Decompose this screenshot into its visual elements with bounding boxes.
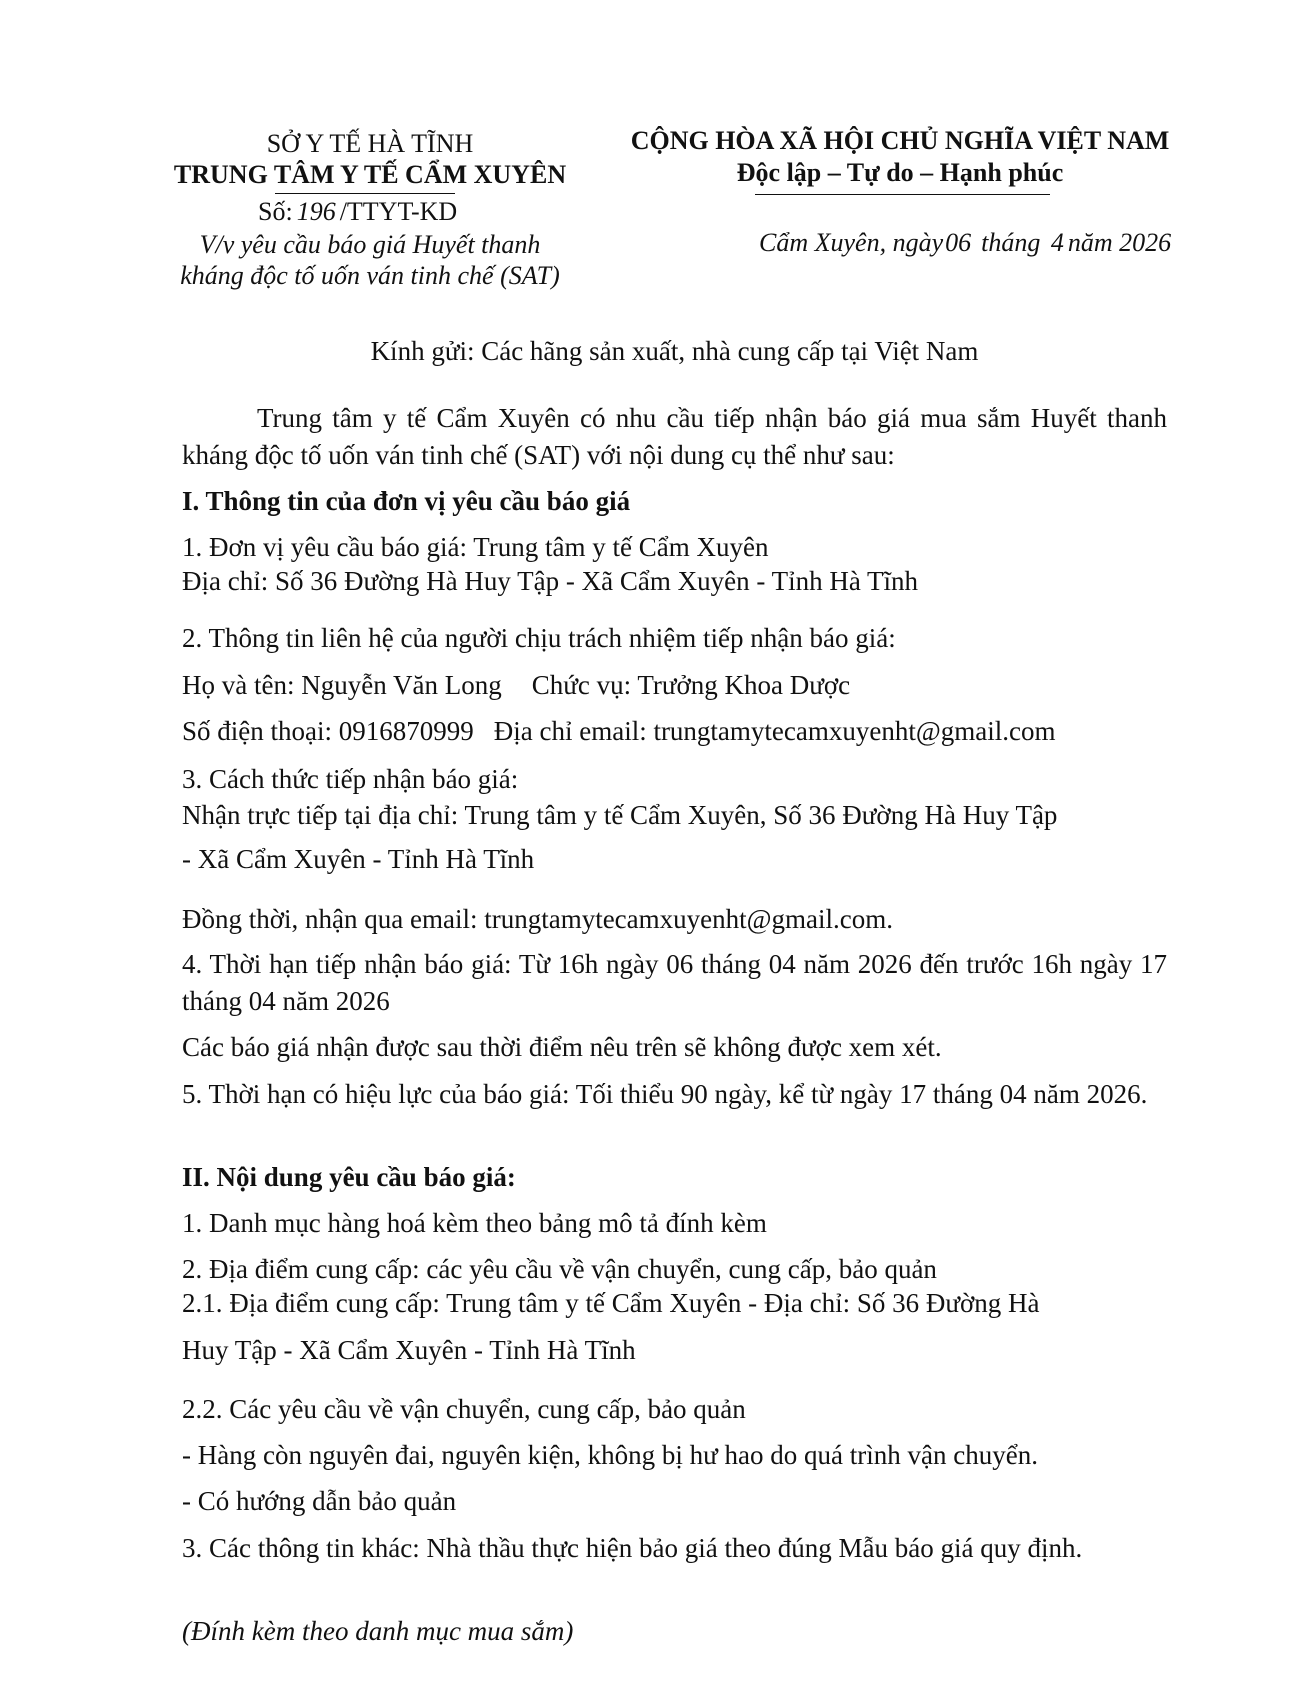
requirement-1: - Hàng còn nguyên đai, nguyên kiện, không bị hư hao do quá trình vận chuyển. <box>182 1440 1038 1470</box>
date-place: Cẩm Xuyên, ngày <box>759 228 944 257</box>
doc-number-value: 196 <box>296 197 336 226</box>
late-submission-note: Các báo giá nhận được sau thời điểm nêu trên sẽ không được xem xét. <box>182 1032 942 1062</box>
date-month: 4 <box>1050 228 1064 257</box>
date-line <box>759 226 1171 260</box>
email-receipt: Đồng thời, nhận qua email: trungtamytecamxuyenht@gmail.com. <box>182 904 893 934</box>
section-1-item-3: 3. Cách thức tiếp nhận báo giá: <box>182 764 519 794</box>
section-1-heading: I. Thông tin của đơn vị yêu cầu báo giá <box>182 486 631 516</box>
date-day: 06 <box>945 228 972 257</box>
section-2-item-3: 3. Các thông tin khác: Nhà thầu thực hiện bảo giá theo đúng Mẫu báo giá quy định. <box>182 1533 1083 1563</box>
section-2-item-2-1-line-2: Huy Tập - Xã Cẩm Xuyên - Tỉnh Hà Tĩnh <box>182 1335 636 1365</box>
nation-title: CỘNG HÒA XÃ HỘI CHỦ NGHĨA VIỆT NAM <box>630 126 1170 155</box>
section-1-address: Địa chỉ: Số 36 Đường Hà Huy Tập - Xã Cẩm Xuyên - Tỉnh Hà Tĩnh <box>182 566 919 596</box>
section-1-item-5: 5. Thời hạn có hiệu lực của báo giá: Tối thiểu 90 ngày, kể từ ngày 17 tháng 04 năm 2026. <box>182 1079 1148 1109</box>
subject-line-1: V/v yêu cầu báo giá Huyết thanh <box>199 230 541 259</box>
organization-name: TRUNG TÂM Y TẾ CẨM XUYÊN <box>173 160 567 189</box>
section-1-item-4: 4. Thời hạn tiếp nhận báo giá: Từ 16h ngày 06 tháng 04 năm 2026 đến trước 16h ngày 17 tháng 04 năm 2026 <box>182 949 1167 1016</box>
direct-receipt-line-1: Nhận trực tiếp tại địa chỉ: Trung tâm y tế Cẩm Xuyên, Số 36 Đường Hà Huy Tập <box>182 800 1058 830</box>
contact-name: Họ và tên: Nguyễn Văn Long <box>182 670 502 700</box>
document-number <box>258 195 457 229</box>
section-1-item-2: 2. Thông tin liên hệ của người chịu trách nhiệm tiếp nhận báo giá: <box>182 623 896 653</box>
date-year: năm 2026 <box>1067 228 1172 257</box>
section-2-item-2-1-line-1: 2.1. Địa điểm cung cấp: Trung tâm y tế Cẩm Xuyên - Địa chỉ: Số 36 Đường Hà <box>182 1288 1040 1318</box>
direct-receipt-line-2: - Xã Cẩm Xuyên - Tỉnh Hà Tĩnh <box>182 844 535 874</box>
section-2-item-2-2: 2.2. Các yêu cầu về vận chuyển, cung cấp, bảo quản <box>182 1394 746 1424</box>
requirement-2: - Có hướng dẫn bảo quản <box>182 1486 457 1516</box>
contact-phone: Số điện thoại: 0916870999 <box>182 716 474 746</box>
intro-paragraph: Trung tâm y tế Cẩm Xuyên có nhu cầu tiếp nhận báo giá mua sắm Huyết thanh kháng độc tố uốn ván tinh chế (SAT) với nội dung cụ thể như sau: <box>182 403 1167 470</box>
motto-underline <box>755 194 1050 195</box>
attachment-note: (Đính kèm theo danh mục mua sắm) <box>182 1616 574 1646</box>
recipient-line: Kính gửi: Các hãng sản xuất, nhà cung cấp tại Việt Nam <box>370 336 979 366</box>
date-month-label: tháng <box>981 228 1041 257</box>
org-underline <box>275 193 455 194</box>
section-2-item-1: 1. Danh mục hàng hoá kèm theo bảng mô tả đính kèm <box>182 1208 767 1238</box>
agency-name: SỞ Y TẾ HÀ TĨNH <box>266 129 474 158</box>
doc-number-prefix: Số: <box>258 197 293 226</box>
subject-line-2: kháng độc tố uốn ván tinh chế (SAT) <box>180 261 560 290</box>
contact-phone-email-line <box>182 714 1055 748</box>
national-motto: Độc lập – Tự do – Hạnh phúc <box>736 158 1064 187</box>
section-2-item-2: 2. Địa điểm cung cấp: các yêu cầu về vận chuyển, cung cấp, bảo quản <box>182 1254 937 1284</box>
contact-email: Địa chỉ email: trungtamytecamxuyenht@gmail.com <box>493 716 1056 746</box>
contact-name-line <box>182 668 850 702</box>
section-1-item-1: 1. Đơn vị yêu cầu báo giá: Trung tâm y tế Cẩm Xuyên <box>182 532 769 562</box>
contact-position: Chức vụ: Trưởng Khoa Dược <box>531 670 851 700</box>
section-2-heading: II. Nội dung yêu cầu báo giá: <box>182 1162 516 1192</box>
doc-number-suffix: /TTYT-KD <box>339 197 458 226</box>
